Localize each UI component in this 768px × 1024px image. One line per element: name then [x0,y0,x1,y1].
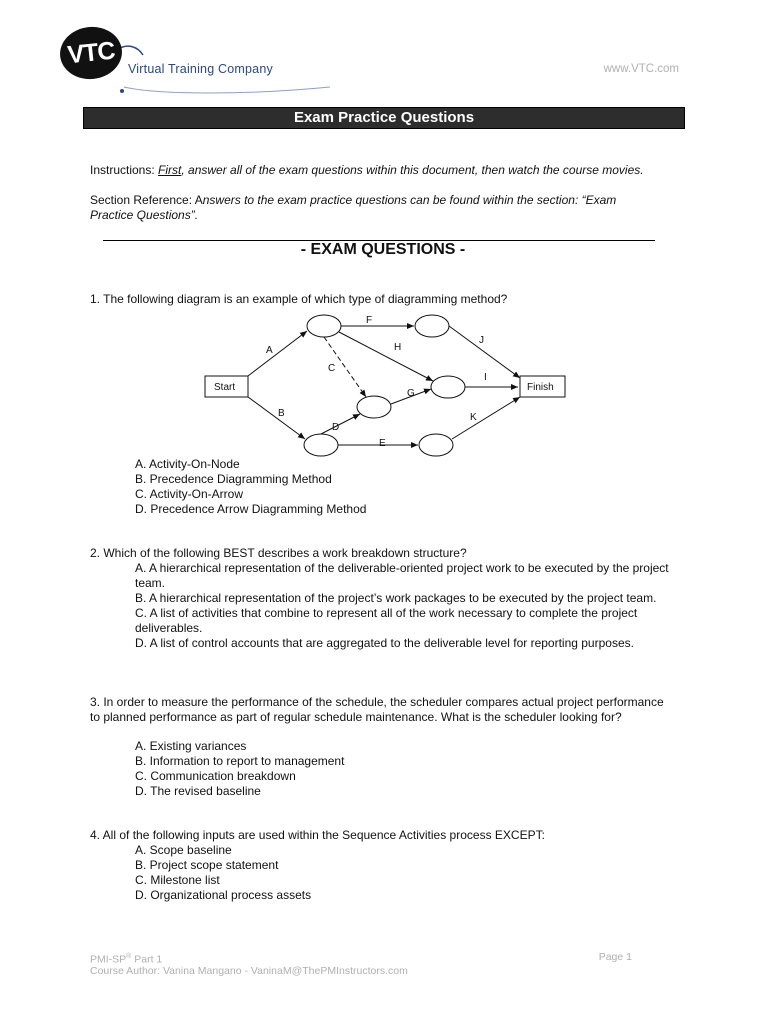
arrow-label-j: J [479,335,484,346]
question-4-options [135,843,675,903]
arrow-label-g: G [407,388,415,399]
section-reference-text: nswers to the exam practice questions can be found within the section: “Exam Practice Questions”. [90,193,617,222]
arrow-label-d: D [332,422,340,433]
instructions-emphasis: First [158,163,182,177]
arrow-label-e: E [379,438,386,449]
arrow-k [452,397,520,439]
arrow-a [248,331,307,376]
arrow-b [248,397,305,439]
exam-heading: - EXAM QUESTIONS - [300,241,466,258]
arrow-j [449,326,520,378]
option: D. Organizational process assets [135,888,312,902]
arrow-label-i: I [484,372,487,383]
company-name: Virtual Training Company [128,62,273,76]
arrow-label-b: B [278,408,285,419]
question-3: 3. In order to measure the performance of the schedule, the scheduler compares actual project performance to planned performance as part of regular schedule maintenance. What is the scheduler looking for? [90,695,664,724]
arrow-h [339,332,433,381]
question-1: 1. The following diagram is an example of which type of diagramming method? [90,292,508,306]
node-5 [304,434,338,456]
site-url: www.VTC.com [603,63,679,75]
section-reference-label: Section Reference: A [90,193,203,207]
option: B. A hierarchical representation of the project’s work packages to be executed by the project team. [135,591,657,605]
finish-label: Finish [527,382,554,393]
arrow-label-f: F [366,315,373,326]
option: A. Existing variances [135,739,247,753]
node-2 [415,315,449,337]
question-2: 2. Which of the following BEST describes a work breakdown structure? [90,546,467,560]
question-4: 4. All of the following inputs are used within the Sequence Activities process EXCEPT: [90,828,545,842]
instructions-text: , answer all of the exam questions within this document, then watch the course movies. [181,163,644,177]
option: C. Activity-On-Arrow [135,487,244,501]
question-2-options [135,561,675,651]
option: A. Scope baseline [135,843,232,857]
arrow-label-h: H [394,342,402,353]
page-number: Page 1 [598,951,632,963]
arrow-label-c: C [328,363,336,374]
start-label: Start [214,382,236,393]
instructions-label: Instructions: [90,163,159,177]
arrow-label-a: A [266,345,273,356]
question-1-options [135,457,675,517]
option: B. Precedence Diagramming Method [135,472,332,486]
option: C. Communication breakdown [135,769,296,783]
option: B. Information to report to management [135,754,345,768]
option: B. Project scope statement [135,858,279,872]
option: C. Milestone list [135,873,220,887]
question-3-options [135,739,675,799]
arrow-d [321,414,360,434]
option: D. A list of control accounts that are aggregated to the deliverable level for reporting purposes. [135,636,634,650]
section-reference [90,193,660,223]
arrow-label-k: K [470,412,477,423]
company-logo [60,27,300,89]
node-3 [431,376,465,398]
option: A. A hierarchical representation of the deliverable-oriented project work to be executed by the project team. [135,561,669,590]
node-4 [357,396,391,418]
option: C. A list of activities that combine to represent all of the work necessary to complete the project deliverables. [135,606,638,635]
logo-swoosh-icon [98,45,338,107]
network-diagram [200,310,570,462]
instructions [90,163,680,178]
page-title: Exam Practice Questions [83,107,685,129]
footer-author: Course Author: Vanina Mangano - VaninaM@ThePMInstructors.com [90,965,408,977]
option: D. The revised baseline [135,784,261,798]
option: A. Activity-On-Node [135,457,240,471]
footer-course-prefix: PMI-SP [90,953,127,966]
footer-course-suffix: Part 1 [131,953,163,966]
node-6 [419,434,453,456]
footer-course-sup: ® [126,953,132,960]
option: D. Precedence Arrow Diagramming Method [135,502,367,516]
logo-mark: VTC [57,24,124,82]
node-1 [307,315,341,337]
